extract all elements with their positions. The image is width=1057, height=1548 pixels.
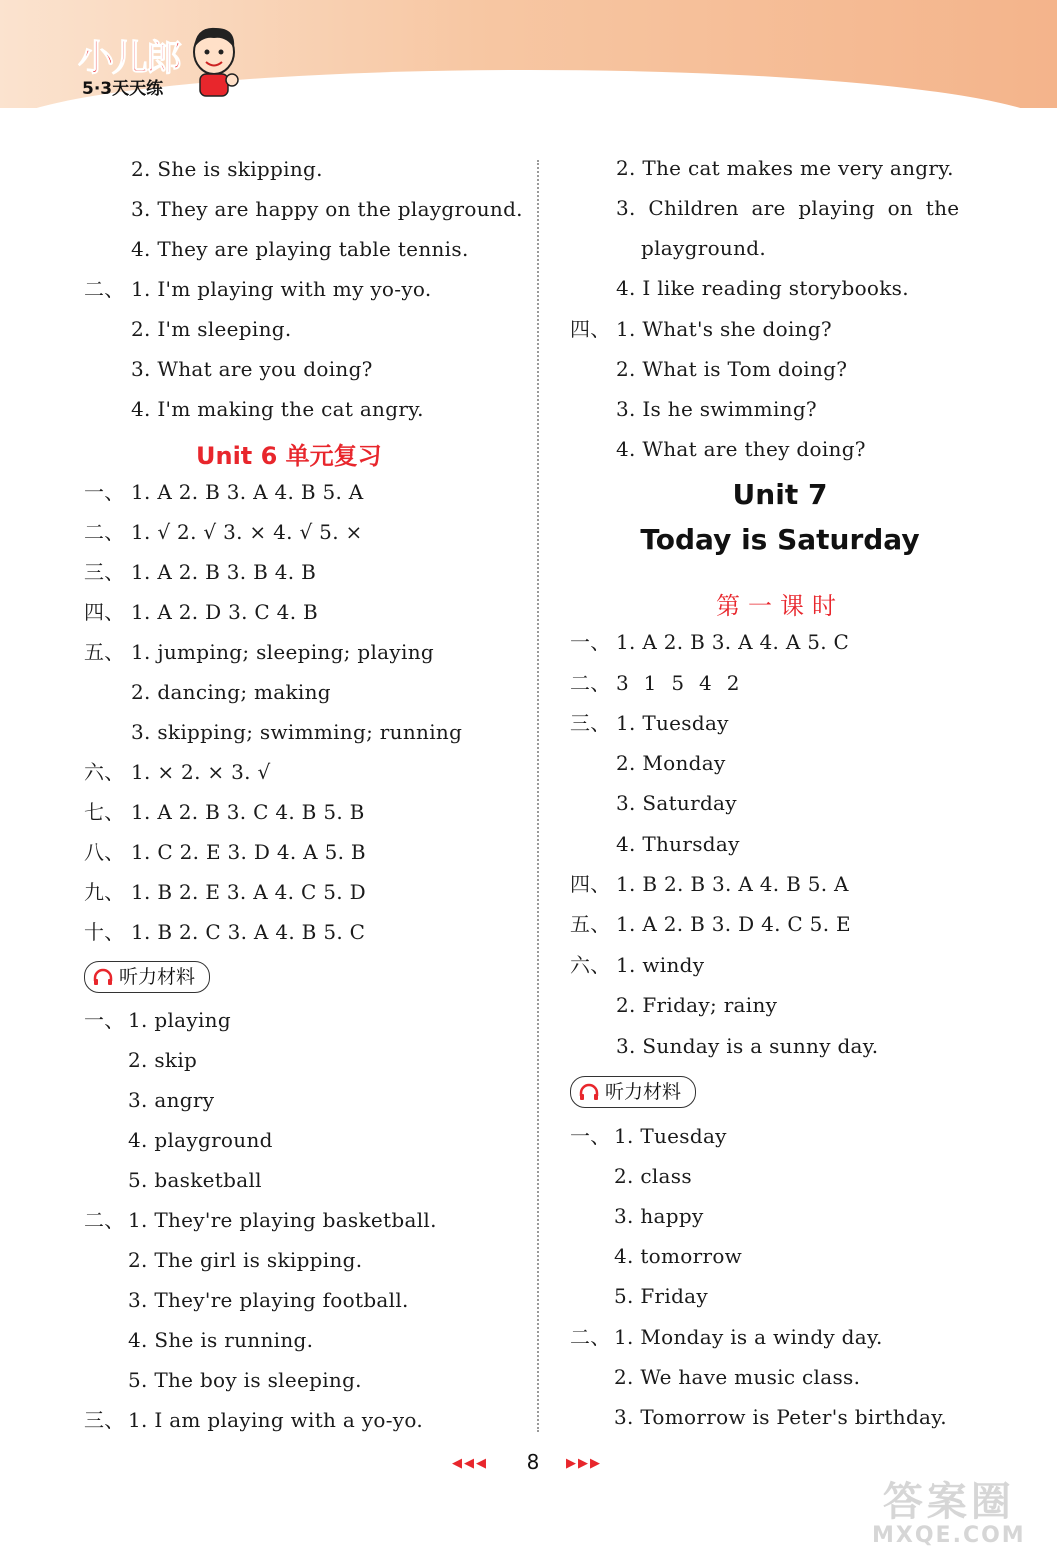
transcript-line: 1. Tuesday [614, 1124, 727, 1148]
left-line: 4. I'm making the cat angry. [131, 397, 424, 421]
answer-row: 1. A 2. B 3. A 4. B 5. A [131, 480, 364, 504]
left-line: 2. I'm sleeping. [131, 317, 292, 341]
unit7-subtitle: Today is Saturday [640, 523, 920, 556]
section-label: 二、 [570, 671, 611, 695]
section-label: 五、 [84, 640, 125, 664]
answer-row: 1. C 2. E 3. D 4. A 5. B [131, 840, 366, 864]
section-label: 四、 [570, 872, 611, 896]
left-line: 1. I'm playing with my yo-yo. [131, 277, 432, 301]
lesson-title: 第一课时 [716, 592, 844, 620]
answer-row: 1. A 2. B 3. A 4. A 5. C [616, 630, 850, 654]
answer-row: 2. dancing; making [131, 680, 331, 704]
transcript-line: 5. The boy is sleeping. [128, 1368, 362, 1392]
transcript-line: 3. They're playing football. [128, 1288, 409, 1312]
transcript-line: 1. I am playing with a yo-yo. [128, 1408, 424, 1432]
section-label: 九、 [84, 880, 125, 904]
right-line: 2. What is Tom doing? [616, 357, 848, 381]
answer-row: 1. A 2. D 3. C 4. B [131, 600, 319, 624]
answer-row: 1. √ 2. √ 3. × 4. √ 5. × [131, 520, 363, 544]
right-line: playground. [641, 236, 767, 260]
answer-row: 3. Sunday is a sunny day. [616, 1034, 879, 1058]
transcript-line: 4. She is running. [128, 1328, 314, 1352]
section-label: 十、 [84, 920, 125, 944]
right-line: 4. I like reading storybooks. [616, 276, 909, 300]
watermark-cn: 答案圈 [882, 1479, 1015, 1525]
answer-row: 3. Saturday [616, 791, 737, 815]
transcript-line: 2. class [614, 1164, 692, 1188]
transcript-line: 3. Tomorrow is Peter's birthday. [614, 1405, 947, 1429]
section-label: 八、 [84, 840, 125, 864]
answer-row: 1. B 2. E 3. A 4. C 5. D [131, 880, 366, 904]
transcript-line: 3. happy [614, 1204, 704, 1228]
listening-material-label: 听力材料 [119, 966, 196, 988]
left-line: 3. What are you doing? [131, 357, 373, 381]
section-label: 一、 [570, 1124, 611, 1148]
section-label: 六、 [570, 953, 611, 977]
answer-row: 1. A 2. B 3. B 4. B [131, 560, 317, 584]
transcript-line: 4. tomorrow [614, 1244, 743, 1268]
section-label: 一、 [84, 480, 125, 504]
section-label: 二、 [84, 520, 125, 544]
unit7-title: Unit 7 [732, 478, 828, 511]
prev-arrows-icon: ◀◀◀ [452, 1456, 488, 1471]
right-line: 3. Is he swimming? [616, 397, 817, 421]
section-label: 一、 [84, 1008, 125, 1032]
section-label: 五、 [570, 912, 611, 936]
listening-material-tag [84, 961, 210, 993]
transcript-line: 2. skip [128, 1048, 198, 1072]
left-line: 4. They are playing table tennis. [131, 237, 469, 261]
transcript-line: 1. Monday is a windy day. [614, 1325, 883, 1349]
section-label: 七、 [84, 800, 125, 824]
answer-row: 1. B 2. B 3. A 4. B 5. A [616, 872, 849, 896]
transcript-line: 5. Friday [614, 1284, 708, 1308]
transcript-line: 2. The girl is skipping. [128, 1248, 363, 1272]
page-number: 8 [526, 1450, 540, 1474]
section-label: 一、 [570, 630, 611, 654]
transcript-line: 5. basketball [128, 1168, 262, 1192]
right-line: 3. Children are playing on the [616, 196, 960, 220]
transcript-line: 3. angry [128, 1088, 215, 1112]
section-label: 二、 [84, 1208, 125, 1232]
section-label: 三、 [570, 711, 611, 735]
listening-material-label: 听力材料 [605, 1081, 682, 1103]
transcript-line: 1. playing [128, 1008, 231, 1032]
watermark [872, 1470, 1026, 1548]
transcript-line: 4. playground [128, 1128, 273, 1152]
answer-row: 1. Tuesday [616, 711, 729, 735]
brand-logo: 小儿郎 [78, 38, 181, 79]
section-label: 三、 [84, 560, 125, 584]
watermark-en: MXQE.COM [872, 1523, 1026, 1548]
right-line: 4. What are they doing? [616, 437, 866, 461]
series-name: 5·3天天练 [82, 79, 164, 99]
section-label: 二、 [84, 277, 125, 301]
section-label: 四、 [570, 317, 611, 341]
listening-material-tag [570, 1076, 696, 1108]
answer-row: 1. × 2. × 3. √ [131, 760, 271, 784]
section-label: 四、 [84, 600, 125, 624]
section-label: 三、 [84, 1408, 125, 1432]
right-line: 1. What's she doing? [616, 317, 832, 341]
headphones-icon [579, 1083, 599, 1101]
headphones-icon [93, 968, 113, 986]
column-divider [537, 160, 539, 1432]
section-label: 二、 [570, 1325, 611, 1349]
answer-row: 2. Monday [616, 751, 726, 775]
answer-row: 1. jumping; sleeping; playing [131, 640, 434, 664]
answer-row: 3. skipping; swimming; running [131, 720, 463, 744]
unit6-title: Unit 6 单元复习 [196, 442, 382, 470]
answer-row: 1. B 2. C 3. A 4. B 5. C [131, 920, 366, 944]
mascot-icon [186, 22, 242, 100]
left-line: 3. They are happy on the playground. [131, 197, 523, 221]
transcript-line: 1. They're playing basketball. [128, 1208, 437, 1232]
answer-row: 4. Thursday [616, 832, 740, 856]
answer-row: 1. A 2. B 3. C 4. B 5. B [131, 800, 365, 824]
left-line: 2. She is skipping. [131, 157, 323, 181]
section-label: 六、 [84, 760, 125, 784]
answer-row: 1. windy [616, 953, 705, 977]
next-arrows-icon: ▶▶▶ [566, 1456, 602, 1471]
transcript-line: 2. We have music class. [614, 1365, 861, 1389]
answer-row: 1. A 2. B 3. D 4. C 5. E [616, 912, 851, 936]
right-line: 2. The cat makes me very angry. [616, 156, 954, 180]
answer-row: 2. Friday; rainy [616, 993, 778, 1017]
answer-row: 3 1 5 4 2 [616, 671, 740, 695]
